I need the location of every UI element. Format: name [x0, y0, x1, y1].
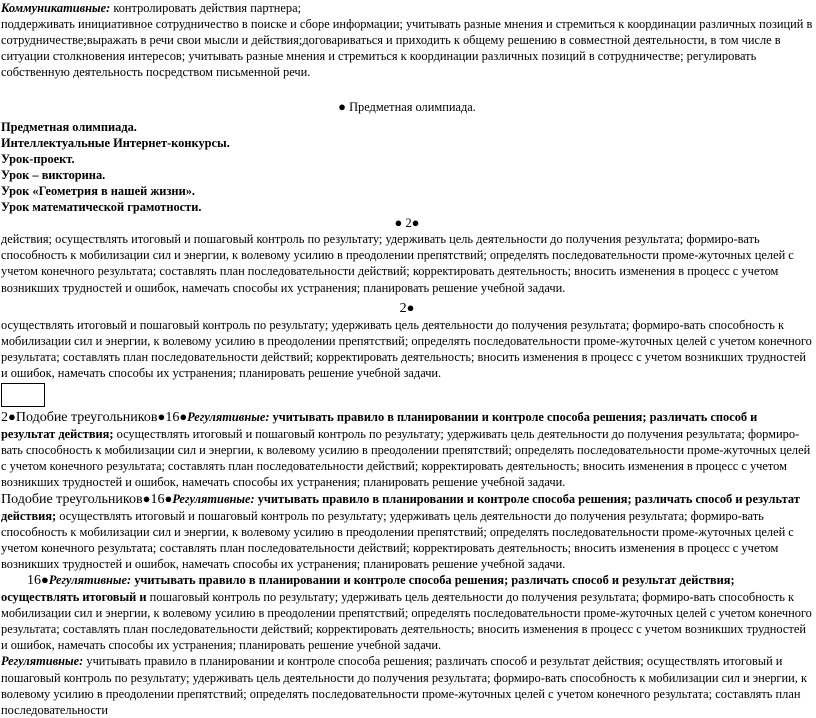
regulatory-paragraph-d: Подобие треугольников●16●Регулятивные: учитывать правило в планировании и контроле способа решения; различать способ и результат действия; осуществлять итоговый и пошаговый контроль по результату; удерживать цель деятельности до получения результата; формиро-вать способность к мобилизации сил и энергии, к волевому усилию в преодолении препятствий; определять последовательности проме-жуточных целей с учетом конечного результата; составлять план последовательности действий; корректировать деятельность; вносить изменения в процесс с учетом возникших трудностей и ошибок, намечать способы их устранения; планировать решение учебной задачи. — [1, 490, 800, 571]
bullet-icon: ● — [338, 99, 346, 115]
bullet-heading — [1, 99, 813, 115]
list-item: Интеллектуальные Интернет-конкурсы. — [1, 135, 230, 150]
bullet-icon: ● — [406, 299, 415, 315]
regulatory-paragraph-f: Регулятивные: учитывать правило в планировании и контроле способа решения; различать способ и результат действия; осуществлять итоговый и пошаговый контроль по результату; удерживать цель деятельности до получения результата; формиро-вать способность к мобилизации сил и энергии, к волевому усилию в преодолении препятствий; определять последовательности проме-жуточных целей с учетом конечного результата; составлять план последовательности — [1, 654, 807, 717]
list-item: Урок-проект. — [1, 151, 75, 166]
regulatory-paragraph-a: действия; осуществлять итоговый и пошаговый контроль по результату; удерживать цель деятельности до получения результата; формиро-вать способность к мобилизации сил и энергии, к волевому усилию в преодолении препятствий; определять последовательности проме-жуточных целей с учетом конечного результата; составлять план последовательности действий; корректировать деятельность; вносить изменения в процесс с учетом возникших трудностей и ошибок, намечать способы их устранения; планировать решение учебной задачи. — [1, 232, 794, 295]
regulatory-paragraph-c: 2●Подобие треугольников●16●Регулятивные: учитывать правило в планировании и контроле способа решения; различать способ и результат действия; осуществлять итоговый и пошаговый контроль по результату; удерживать цель деятельности до получения результата; формиро-вать способность к мобилизации сил и энергии, к волевому усилию в преодолении препятствий; определять последовательности проме-жуточных целей с учетом конечного результата; составлять план последовательности действий; корректировать деятельность; вносить изменения в процесс с учетом возникших трудностей и ошибок, намечать способы их устранения; планировать решение учебной задачи. — [1, 409, 811, 490]
communicative-label: Коммуникативные: — [1, 1, 111, 15]
lesson-list — [1, 119, 813, 216]
center-marker-b: 2● — [399, 299, 415, 316]
bullet-icon: ● — [142, 490, 151, 506]
list-item: Урок математической грамотности. — [1, 200, 202, 215]
list-item: Предметная олимпиада. — [1, 119, 137, 134]
regulatory-paragraph-b: осуществлять итоговый и пошаговый контроль по результату; удерживать цель деятельности до получения результата; формиро-вать способность к мобилизации сил и энергии, к волевому усилию в преодолении препятствий; определять последовательности проме-жуточных целей с учетом конечного результата; составлять план последовательности действий; корректировать деятельность; вносить изменения в процесс с учетом возникших трудностей и ошибок, намечать способы их устранения; планировать решение учебной задачи. — [1, 317, 812, 380]
list-item: Урок «Геометрия в нашей жизни». — [1, 183, 195, 198]
bullet-icon: ● — [157, 409, 166, 425]
bullet-icon: ● — [41, 572, 49, 587]
bullet-icon: ● — [179, 409, 188, 425]
document-page — [1, 0, 813, 718]
list-item: Урок – викторина. — [1, 167, 106, 182]
bullet-icon: ● — [411, 215, 420, 231]
bullet-icon: ● — [164, 490, 173, 506]
regulatory-label: Регулятивные: — [48, 573, 132, 587]
topic-title: Подобие треугольников — [1, 491, 143, 507]
bullet-icon: ● — [8, 409, 16, 425]
regulatory-label: Регулятивные: — [1, 654, 84, 669]
communicative-text: контролировать действия партнера; — [110, 1, 302, 15]
communicative-paragraph — [1, 0, 813, 16]
bullet-icon: ● — [394, 215, 403, 231]
regulatory-paragraph-e: 16●Регулятивные: учитывать правило в планировании и контроле способа решения; различать способ и результат действия; осуществлять итоговый и пошаговый контроль по результату; удерживать цель деятельности до получения результата; формиро-вать способность к мобилизации сил и энергии, к волевому усилию в преодолении препятствий; определять последовательности проме-жуточных целей с учетом конечного результата; составлять план последовательности действий; корректировать деятельность; вносить изменения в процесс с учетом возникших трудностей и ошибок, намечать способы их устранения; планировать решение учебной задачи. — [1, 572, 812, 653]
topic-title: Подобие треугольников — [15, 410, 158, 426]
heading-text: Предметная олимпиада. — [349, 100, 476, 115]
empty-box — [1, 383, 45, 407]
center-marker-a: ● 2● — [394, 215, 420, 231]
regulatory-label: Регулятивные: — [172, 491, 255, 506]
communicative-text-2: поддерживать инициативное сотрудничество в поиске и сборе информации; учитывать разные мнения и стремиться к координации различных позиций в сотрудничестве;выражать в речи свои мысли и действия;договариваться и приходить к общему решению в совместной деятельности, в том числе в ситуации столкновения интересов; учитывать разные мнения и стремиться к координации различных позиций в сотрудничестве; регулировать собственную деятельность посредством письменной речи. — [1, 17, 813, 80]
regulatory-label: Регулятивные: — [187, 410, 270, 425]
